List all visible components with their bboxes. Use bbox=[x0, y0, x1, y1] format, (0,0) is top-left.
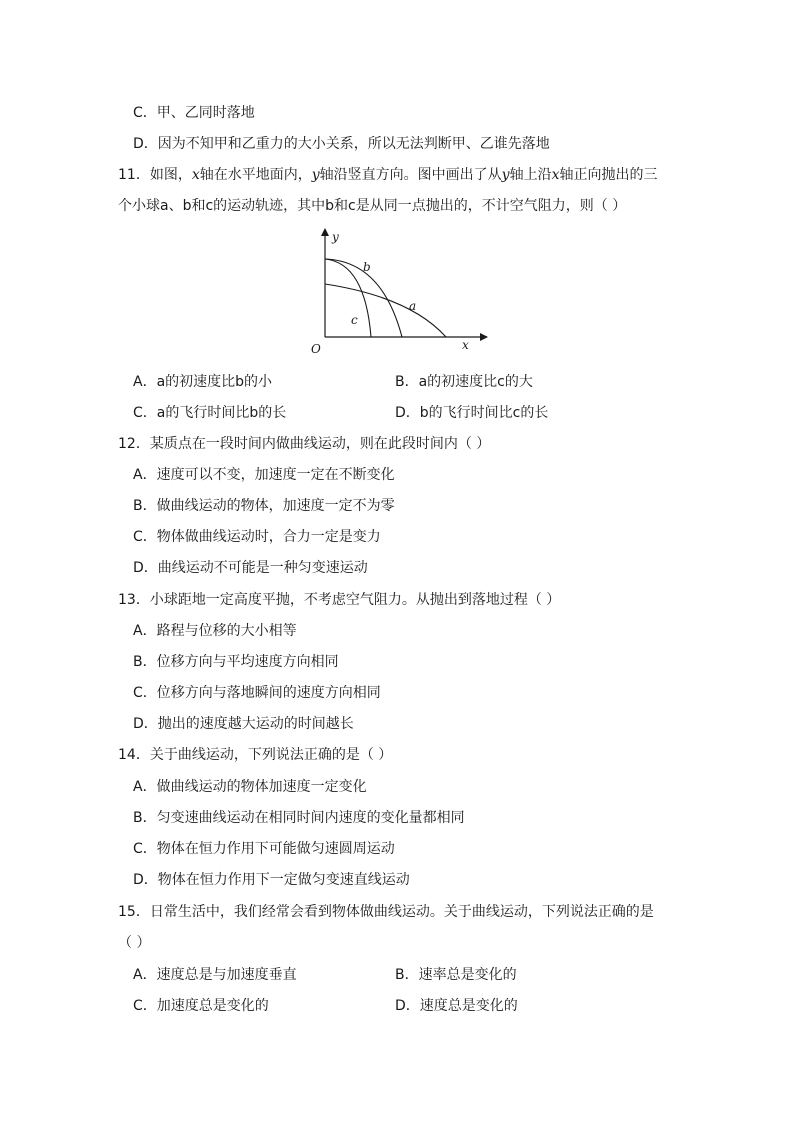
q11-stem-text: 轴在水平地面内， bbox=[199, 167, 312, 183]
q13-option-b: B．位移方向与平均速度方向相同 bbox=[133, 654, 339, 670]
q15-stem-line-2: （ ） bbox=[118, 935, 151, 951]
q12-option-d: D．曲线运动不可能是一种匀变速运动 bbox=[133, 560, 368, 576]
q14-option-a: A．做曲线运动的物体加速度一定变化 bbox=[133, 779, 367, 795]
q11-option-a: A．a的初速度比b的小 bbox=[133, 374, 273, 390]
y-axis-symbol: y bbox=[311, 167, 320, 183]
y-axis-label: y bbox=[332, 230, 339, 244]
q13-option-c: C．位移方向与落地瞬间的速度方向相同 bbox=[133, 685, 381, 701]
trajectory-figure bbox=[305, 223, 495, 355]
q11-stem-text: 轴沿竖直方向。图中画出了从 bbox=[319, 167, 502, 183]
q11-stem-line-1 bbox=[118, 166, 657, 184]
q14-option-c: C．物体在恒力作用下可能做匀速圆周运动 bbox=[133, 841, 395, 857]
q14-option-b: B．匀变速曲线运动在相同时间内速度的变化量都相同 bbox=[133, 810, 465, 826]
q12-option-b: B．做曲线运动的物体，加速度一定不为零 bbox=[133, 498, 395, 514]
q15-option-c: C．加速度总是变化的 bbox=[133, 998, 269, 1014]
q15-option-b: B．速率总是变化的 bbox=[395, 967, 517, 983]
q12-option-c: C．物体做曲线运动时，合力一定是变力 bbox=[133, 529, 381, 545]
x-axis-symbol: x bbox=[191, 167, 200, 183]
q11-option-d: D．b的飞行时间比c的长 bbox=[395, 405, 549, 421]
x-axis-label: x bbox=[462, 338, 469, 352]
curve-label-b: b bbox=[363, 260, 371, 274]
q11-option-b: B．a的初速度比c的大 bbox=[395, 374, 533, 390]
q13-option-a: A．路程与位移的大小相等 bbox=[133, 623, 297, 639]
q12-option-a: A．速度可以不变，加速度一定在不断变化 bbox=[133, 467, 395, 483]
q11-stem-text: 轴正向抛出的三 bbox=[559, 167, 658, 183]
q11-stem-text: 轴上沿 bbox=[509, 167, 552, 183]
curve-label-c: c bbox=[351, 313, 358, 327]
q14-stem: 14．关于曲线运动，下列说法正确的是（ ） bbox=[118, 747, 393, 763]
q11-stem-text: 11．如图， bbox=[118, 167, 192, 183]
q13-stem: 13．小球距地一定高度平抛，不考虑空气阻力。从抛出到落地过程（ ） bbox=[118, 592, 561, 608]
origin-label: O bbox=[311, 342, 321, 355]
q14-option-d: D．物体在恒力作用下一定做匀变速直线运动 bbox=[133, 872, 410, 888]
trajectory-a bbox=[325, 284, 446, 337]
q10-option-c: C．甲、乙同时落地 bbox=[133, 105, 255, 121]
curve-label-a: a bbox=[409, 299, 417, 313]
q10-option-d: D．因为不知甲和乙重力的大小关系，所以无法判断甲、乙谁先落地 bbox=[133, 136, 550, 152]
q11-option-c: C．a的飞行时间比b的长 bbox=[133, 405, 287, 421]
q12-stem: 12．某质点在一段时间内做曲线运动，则在此段时间内（ ） bbox=[118, 436, 491, 452]
y-axis-symbol: y bbox=[501, 167, 510, 183]
q13-option-d: D．抛出的速度越大运动的时间越长 bbox=[133, 716, 354, 732]
q15-option-a: A．速度总是与加速度垂直 bbox=[133, 967, 297, 983]
q15-option-d: D．速度总是变化的 bbox=[395, 998, 518, 1014]
q15-stem-line-1: 15．日常生活中，我们经常会看到物体做曲线运动。关于曲线运动，下列说法正确的是 bbox=[118, 904, 654, 920]
x-axis-symbol: x bbox=[551, 167, 560, 183]
q11-stem-line-2: 个小球a、b和c的运动轨迹，其中b和c是从同一点抛出的，不计空气阻力，则（ ） bbox=[118, 198, 627, 214]
